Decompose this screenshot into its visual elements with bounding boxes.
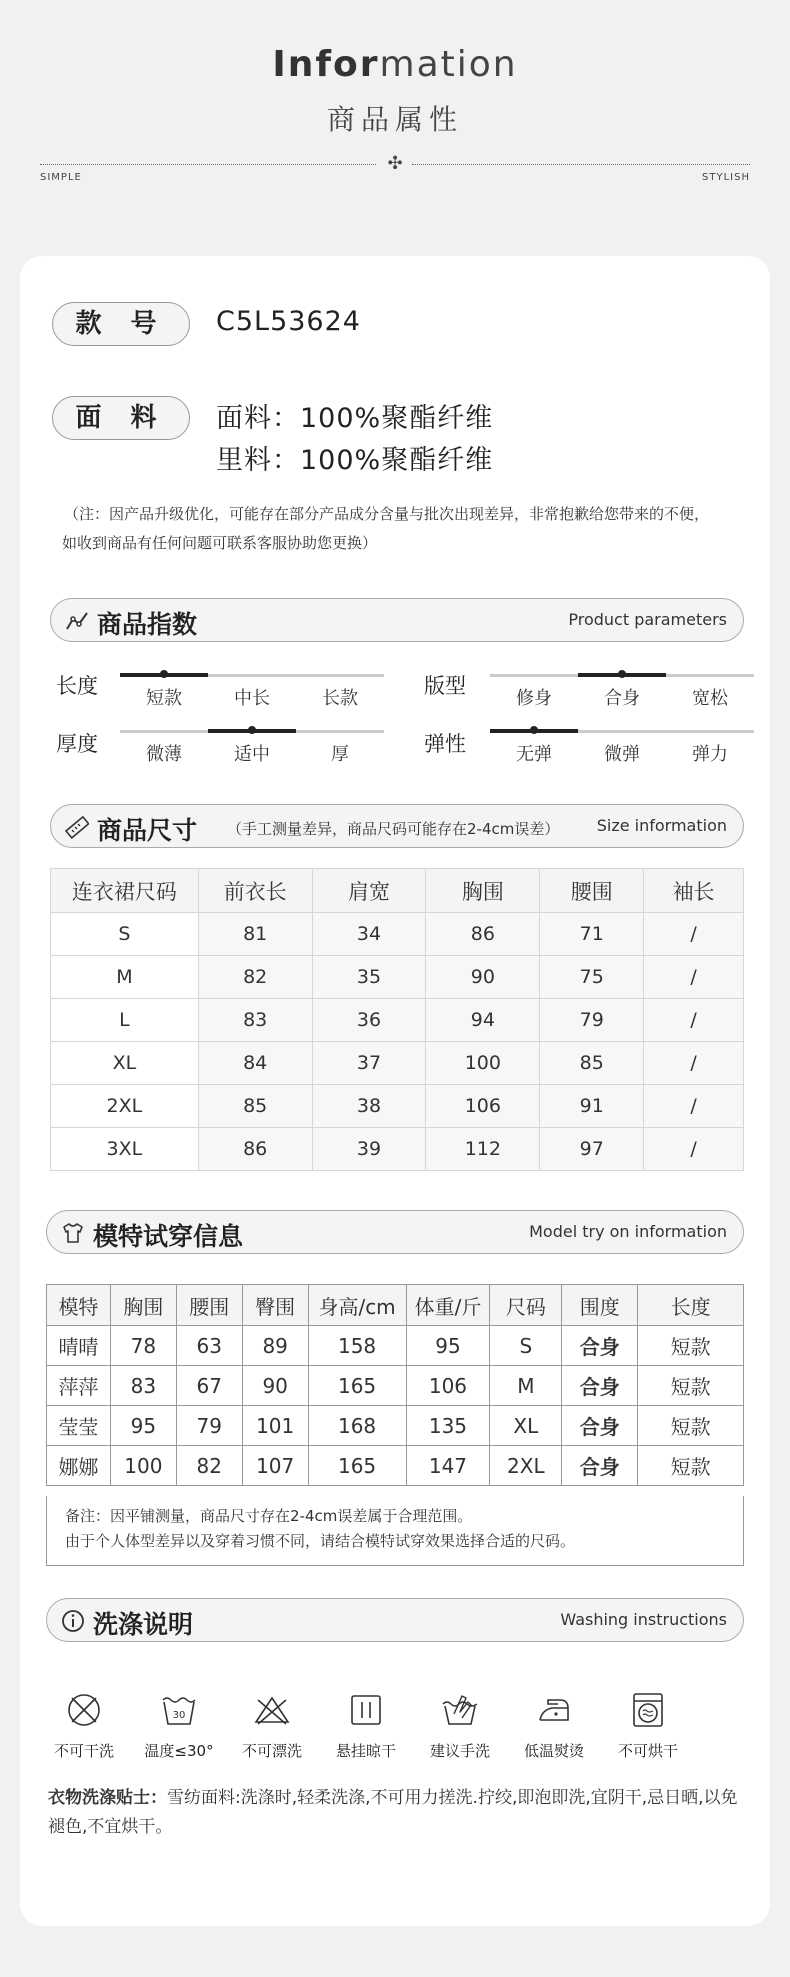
header-divider-right <box>412 164 750 165</box>
low-iron-icon-item <box>506 1690 602 1761</box>
index-option: 短款 <box>146 688 182 709</box>
model-table-cell: 67 <box>176 1366 242 1406</box>
model-table-cell: 晴晴 <box>47 1326 111 1366</box>
no-bleach-label: 不可漂洗 <box>241 1742 302 1760</box>
model-table-header-cell: 围度 <box>562 1285 638 1326</box>
size-table-cell: 36 <box>312 999 426 1042</box>
model-table-cell: 106 <box>406 1366 490 1406</box>
composition-note <box>64 500 764 558</box>
index-label: 厚度 <box>56 732 98 756</box>
index-option: 厚 <box>331 744 349 765</box>
index-option: 微弹 <box>604 744 640 765</box>
index-option: 中长 <box>234 688 270 709</box>
index-option: 修身 <box>516 688 552 709</box>
section-model-info <box>46 1210 744 1254</box>
size-table-cell: 84 <box>198 1042 312 1085</box>
section-washing <box>46 1598 744 1642</box>
size-table-cell: 86 <box>426 913 540 956</box>
size-table-cell: 34 <box>312 913 426 956</box>
ruler-icon <box>65 815 89 839</box>
model-table-cell: 莹莹 <box>47 1406 111 1446</box>
index-option: 宽松 <box>692 688 728 709</box>
size-table-cell: 85 <box>540 1042 644 1085</box>
model-table-header-cell: 臀围 <box>242 1285 308 1326</box>
size-table-cell: 79 <box>540 999 644 1042</box>
size-table-cell: 86 <box>198 1128 312 1171</box>
hand-wash-label: 建议手洗 <box>429 1742 490 1760</box>
no-wash-label: 不可干洗 <box>53 1742 114 1760</box>
model-table-cell: 短款 <box>638 1326 744 1366</box>
index-label: 弹性 <box>424 732 466 756</box>
shirt-icon <box>61 1221 85 1245</box>
model-table-cell: 短款 <box>638 1446 744 1486</box>
size-table-cell: 106 <box>426 1085 540 1128</box>
model-table-cell: 2XL <box>490 1446 562 1486</box>
size-table-row <box>51 1085 744 1128</box>
size-table-cell: / <box>644 1085 744 1128</box>
washing-title-en: Washing instructions <box>560 1610 727 1629</box>
index-track <box>120 674 384 677</box>
size-table-cell: 2XL <box>51 1085 199 1128</box>
hand-wash-icon <box>440 1690 480 1730</box>
index-label: 长度 <box>56 674 98 698</box>
model-table-cell: 83 <box>110 1366 176 1406</box>
size-table-cell: 37 <box>312 1042 426 1085</box>
size-table <box>50 868 744 1171</box>
section-product-index <box>50 598 744 642</box>
index-option: 弹力 <box>692 744 728 765</box>
hang-dry-label: 悬挂晾干 <box>335 1742 396 1760</box>
size-table-cell: 90 <box>426 956 540 999</box>
section-size-info <box>50 804 744 848</box>
hang-dry-icon <box>346 1690 386 1730</box>
composition-note-line1: （注：因产品升级优化，可能存在部分产品成分含量与批次出现差异，非常抱歉给您带来的不便， <box>64 505 710 523</box>
model-table-cell: 90 <box>242 1366 308 1406</box>
header-subtitle: 商品属性 <box>326 103 463 136</box>
fabric-lining: 里料：100%聚酯纤维 <box>216 445 494 476</box>
model-table-row <box>47 1446 744 1486</box>
fabric-outer: 面料：100%聚酯纤维 <box>216 403 494 434</box>
size-table-cell: XL <box>51 1042 199 1085</box>
model-remark-line1: 备注：因平铺测量，商品尺寸存在2-4cm误差属于合理范围。 <box>65 1507 473 1525</box>
size-table-cell: 85 <box>198 1085 312 1128</box>
size-table-cell: / <box>644 913 744 956</box>
low-iron-icon <box>534 1690 574 1730</box>
wash-30-icon <box>159 1690 199 1730</box>
header-divider-left <box>40 164 376 165</box>
index-marker-dot <box>248 726 256 734</box>
model-table-row <box>47 1326 744 1366</box>
index-track <box>490 674 754 677</box>
size-table-row <box>51 956 744 999</box>
model-table-cell: 萍萍 <box>47 1366 111 1406</box>
model-table-cell: XL <box>490 1406 562 1446</box>
style-no-value: C5L53624 <box>216 306 361 337</box>
model-table-cell: 168 <box>308 1406 406 1446</box>
size-table-cell: 91 <box>540 1085 644 1128</box>
index-option: 适中 <box>234 744 270 765</box>
size-table-header-cell: 前衣长 <box>198 869 312 913</box>
size-table-cell: 38 <box>312 1085 426 1128</box>
info-icon <box>61 1609 85 1633</box>
size-table-header-cell: 胸围 <box>426 869 540 913</box>
low-iron-label: 低温熨烫 <box>523 1742 584 1760</box>
size-table-cell: 71 <box>540 913 644 956</box>
model-table-header-cell: 身高/cm <box>308 1285 406 1326</box>
product-index-title: 商品指数 <box>97 610 198 639</box>
wash-30-icon-item <box>131 1690 227 1761</box>
model-table-cell: 63 <box>176 1326 242 1366</box>
size-table-row <box>51 999 744 1042</box>
index-track <box>490 730 754 733</box>
washing-tips-label: 衣物洗涤贴士： <box>48 1788 167 1808</box>
size-table-cell: 83 <box>198 999 312 1042</box>
washing-tips-text: 雪纺面料:洗涤时,轻柔洗涤,不可用力搓洗.拧绞,即泡即洗,宜阴干,忌日晒,以免褪色,不宜烘干。 <box>48 1788 738 1837</box>
hand-wash-icon-item <box>412 1690 508 1761</box>
size-table-row <box>51 1128 744 1171</box>
model-table-cell: 合身 <box>562 1446 638 1486</box>
trend-icon <box>65 609 89 633</box>
no-tumble-dry-icon-item <box>600 1690 696 1761</box>
model-table-cell: S <box>490 1326 562 1366</box>
size-table-cell: M <box>51 956 199 999</box>
model-table-cell: 合身 <box>562 1366 638 1406</box>
model-table-header-cell: 长度 <box>638 1285 744 1326</box>
size-table-cell: 39 <box>312 1128 426 1171</box>
header-tag-left: SIMPLE <box>40 172 82 183</box>
index-option: 微薄 <box>146 744 182 765</box>
size-table-cell: 35 <box>312 956 426 999</box>
model-table-cell: 短款 <box>638 1366 744 1406</box>
model-table-cell: 165 <box>308 1446 406 1486</box>
hang-dry-icon-item <box>318 1690 414 1761</box>
index-marker-dot <box>530 726 538 734</box>
no-tumble-dry-label: 不可烘干 <box>617 1742 678 1760</box>
model-table-header-cell: 尺码 <box>490 1285 562 1326</box>
model-table-cell: 合身 <box>562 1326 638 1366</box>
index-track <box>120 730 384 733</box>
index-label: 版型 <box>424 674 466 698</box>
size-table-row <box>51 913 744 956</box>
no-wash-icon-item <box>36 1690 132 1761</box>
size-table-cell: / <box>644 1042 744 1085</box>
model-table-cell: 79 <box>176 1406 242 1446</box>
model-table-header <box>47 1285 744 1326</box>
wash-30-label: 温度≤30° <box>144 1742 214 1760</box>
washing-title: 洗涤说明 <box>93 1610 194 1639</box>
size-table-cell: / <box>644 956 744 999</box>
model-table-cell: 95 <box>110 1406 176 1446</box>
product-index-title-en: Product parameters <box>568 610 727 629</box>
model-table-cell: 158 <box>308 1326 406 1366</box>
style-no-pill: 款 号 <box>52 302 190 346</box>
model-table-cell: 101 <box>242 1406 308 1446</box>
size-table-header-cell: 腰围 <box>540 869 644 913</box>
info-card <box>20 256 770 1926</box>
size-table-header <box>51 869 744 913</box>
no-tumble-dry-icon <box>628 1690 668 1730</box>
fabric-pill: 面 料 <box>52 396 190 440</box>
index-marker-dot <box>160 670 168 678</box>
no-bleach-icon <box>252 1690 292 1730</box>
size-table-header-cell: 肩宽 <box>312 869 426 913</box>
model-table-cell: 89 <box>242 1326 308 1366</box>
size-info-title-en: Size information <box>596 816 727 835</box>
composition-note-line2: 如收到商品有任何问题可联系客服协助您更换） <box>62 534 378 552</box>
header-title: Information <box>272 44 518 85</box>
model-table-cell: 147 <box>406 1446 490 1486</box>
size-table-cell: 94 <box>426 999 540 1042</box>
model-remark-line2: 由于个人体型差异以及穿着习惯不同，请结合模特试穿效果选择合适的尺码。 <box>65 1532 576 1550</box>
model-table-cell: M <box>490 1366 562 1406</box>
model-table-cell: 合身 <box>562 1406 638 1446</box>
model-remark <box>46 1496 744 1566</box>
size-info-title: 商品尺寸 <box>97 816 198 845</box>
model-table-cell: 100 <box>110 1446 176 1486</box>
model-table-header-cell: 模特 <box>47 1285 111 1326</box>
size-table-cell: L <box>51 999 199 1042</box>
model-table-cell: 135 <box>406 1406 490 1446</box>
size-table-cell: S <box>51 913 199 956</box>
model-table-header-cell: 腰围 <box>176 1285 242 1326</box>
size-table-cell: 82 <box>198 956 312 999</box>
size-table-cell: 81 <box>198 913 312 956</box>
cross-icon: ✣ <box>387 153 403 174</box>
header-tag-right: STYLISH <box>702 172 750 183</box>
model-table-cell: 95 <box>406 1326 490 1366</box>
index-option: 长款 <box>322 688 358 709</box>
size-table-header-cell: 连衣裙尺码 <box>51 869 199 913</box>
model-table-cell: 107 <box>242 1446 308 1486</box>
model-table-cell: 短款 <box>638 1406 744 1446</box>
size-table-header-cell: 袖长 <box>644 869 744 913</box>
model-table-row <box>47 1366 744 1406</box>
no-wash-icon <box>64 1690 104 1730</box>
size-table-row <box>51 1042 744 1085</box>
model-table-cell: 82 <box>176 1446 242 1486</box>
size-table-cell: 100 <box>426 1042 540 1085</box>
size-table-cell: / <box>644 999 744 1042</box>
index-marker-dot <box>618 670 626 678</box>
model-table-header-cell: 胸围 <box>110 1285 176 1326</box>
size-table-cell: 97 <box>540 1128 644 1171</box>
size-table-cell: 112 <box>426 1128 540 1171</box>
size-table-cell: 3XL <box>51 1128 199 1171</box>
no-bleach-icon-item <box>224 1690 320 1761</box>
washing-tips <box>48 1784 748 1842</box>
size-table-cell: / <box>644 1128 744 1171</box>
model-table-cell: 娜娜 <box>47 1446 111 1486</box>
model-info-title-en: Model try on information <box>529 1222 727 1241</box>
model-table-cell: 165 <box>308 1366 406 1406</box>
model-table-cell: 78 <box>110 1326 176 1366</box>
model-table-row <box>47 1406 744 1446</box>
index-option: 无弹 <box>516 744 552 765</box>
model-info-title: 模特试穿信息 <box>93 1222 244 1251</box>
size-info-note: （手工测量差异，商品尺码可能存在2-4cm误差） <box>227 820 560 838</box>
index-option: 合身 <box>604 688 640 709</box>
model-table <box>46 1284 744 1486</box>
svg-text:30: 30 <box>172 1710 186 1721</box>
size-table-cell: 75 <box>540 956 644 999</box>
model-table-header-cell: 体重/斤 <box>406 1285 490 1326</box>
